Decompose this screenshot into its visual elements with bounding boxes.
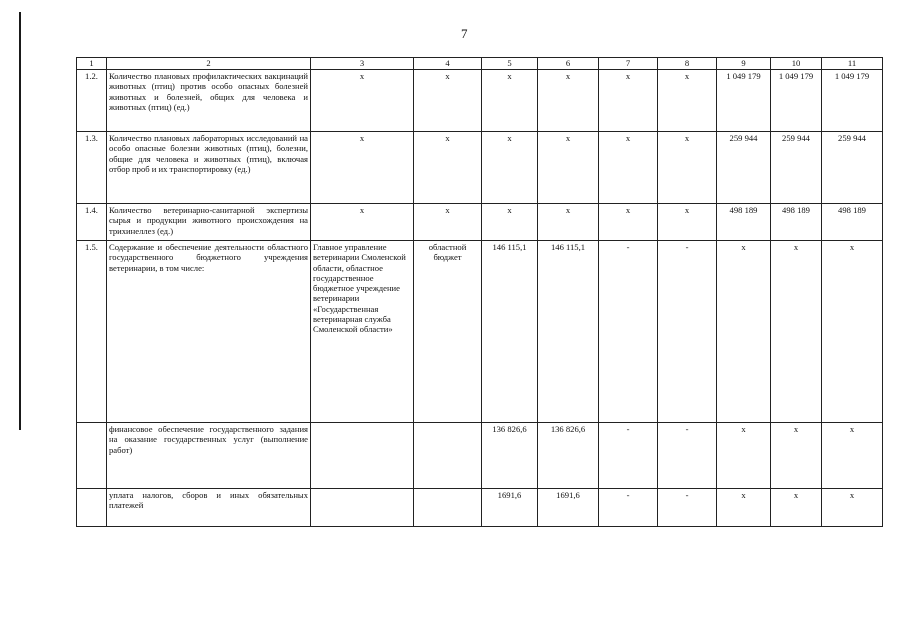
row-description: Количество плановых профилактических вакцинаций животных (птиц) против особо опасных болезней животных и болезней, общих для человека и животных (птиц) (ед.) (107, 70, 311, 132)
column-header: 10 (771, 58, 822, 70)
cell-value: x (822, 423, 883, 489)
cell-executor: x (311, 70, 414, 132)
cell-value: x (771, 489, 822, 527)
table-row (77, 241, 883, 423)
column-header: 5 (482, 58, 538, 70)
cell-value: - (658, 241, 717, 423)
cell-value: x (822, 489, 883, 527)
cell-value: 1691,6 (482, 489, 538, 527)
cell-executor: x (311, 132, 414, 204)
cell-source: x (414, 132, 482, 204)
row-number (77, 489, 107, 527)
row-number: 1.3. (77, 132, 107, 204)
cell-executor (311, 423, 414, 489)
cell-value: x (482, 70, 538, 132)
row-number: 1.2. (77, 70, 107, 132)
cell-value: 146 115,1 (538, 241, 599, 423)
cell-value: 146 115,1 (482, 241, 538, 423)
cell-value: x (482, 204, 538, 241)
page-number: 7 (461, 26, 468, 41)
column-header: 6 (538, 58, 599, 70)
cell-value: - (658, 489, 717, 527)
cell-value: 498 189 (771, 204, 822, 241)
cell-value: x (658, 70, 717, 132)
cell-value: x (822, 241, 883, 423)
cell-value: x (717, 241, 771, 423)
row-number (77, 423, 107, 489)
cell-executor: Главное управление ветеринарии Смоленской области, областное государственное бюджетное учреждение ветеринарии «Государственная ветеринарная служба Смоленской области» (311, 241, 414, 423)
row-description: финансовое обеспечение государственного задания на оказание государственных услуг (выполнение работ) (107, 423, 311, 489)
cell-value: x (538, 204, 599, 241)
cell-value: - (599, 489, 658, 527)
cell-value: 1 049 179 (717, 70, 771, 132)
cell-source (414, 423, 482, 489)
cell-value: 136 826,6 (538, 423, 599, 489)
column-header: 8 (658, 58, 717, 70)
cell-value: 1 049 179 (822, 70, 883, 132)
table-row (77, 70, 883, 132)
row-number: 1.4. (77, 204, 107, 241)
cell-value: 1 049 179 (771, 70, 822, 132)
cell-value: x (658, 204, 717, 241)
cell-value: - (658, 423, 717, 489)
cell-value: x (771, 423, 822, 489)
table-header-row (77, 58, 883, 70)
cell-source: x (414, 70, 482, 132)
row-description: Количество плановых лабораторных исследований на особо опасные болезни животных (птиц), болезни, общие для человека и животных (птиц), включая отбор проб и их транспортировку (ед.) (107, 132, 311, 204)
column-header: 3 (311, 58, 414, 70)
table-row (77, 204, 883, 241)
cell-value: x (717, 489, 771, 527)
budget-table (76, 57, 883, 527)
cell-value: 498 189 (822, 204, 883, 241)
cell-value: x (599, 204, 658, 241)
cell-value: 259 944 (717, 132, 771, 204)
cell-value: 259 944 (822, 132, 883, 204)
cell-value: x (599, 70, 658, 132)
cell-value: x (717, 423, 771, 489)
row-number: 1.5. (77, 241, 107, 423)
column-header: 1 (77, 58, 107, 70)
cell-value: 136 826,6 (482, 423, 538, 489)
cell-value: 259 944 (771, 132, 822, 204)
row-description: уплата налогов, сборов и иных обязательных платежей (107, 489, 311, 527)
cell-executor (311, 489, 414, 527)
table-row (77, 489, 883, 527)
table-row (77, 423, 883, 489)
column-header: 2 (107, 58, 311, 70)
cell-value: x (771, 241, 822, 423)
cell-source: областной бюджет (414, 241, 482, 423)
cell-value: x (482, 132, 538, 204)
column-header: 9 (717, 58, 771, 70)
row-description: Количество ветеринарно-санитарной экспертизы сырья и продукции животного происхождения на трихинеллез (ед.) (107, 204, 311, 241)
column-header: 7 (599, 58, 658, 70)
cell-source (414, 489, 482, 527)
row-description: Содержание и обеспечение деятельности областного государственного бюджетного учреждения ветеринарии, в том числе: (107, 241, 311, 423)
table-row (77, 132, 883, 204)
cell-executor: x (311, 204, 414, 241)
cell-value: 498 189 (717, 204, 771, 241)
column-header: 4 (414, 58, 482, 70)
cell-value: 1691,6 (538, 489, 599, 527)
cell-value: - (599, 241, 658, 423)
column-header: 11 (822, 58, 883, 70)
margin-rule (19, 12, 21, 430)
cell-value: x (599, 132, 658, 204)
cell-value: x (538, 132, 599, 204)
cell-value: - (599, 423, 658, 489)
cell-source: x (414, 204, 482, 241)
cell-value: x (658, 132, 717, 204)
cell-value: x (538, 70, 599, 132)
